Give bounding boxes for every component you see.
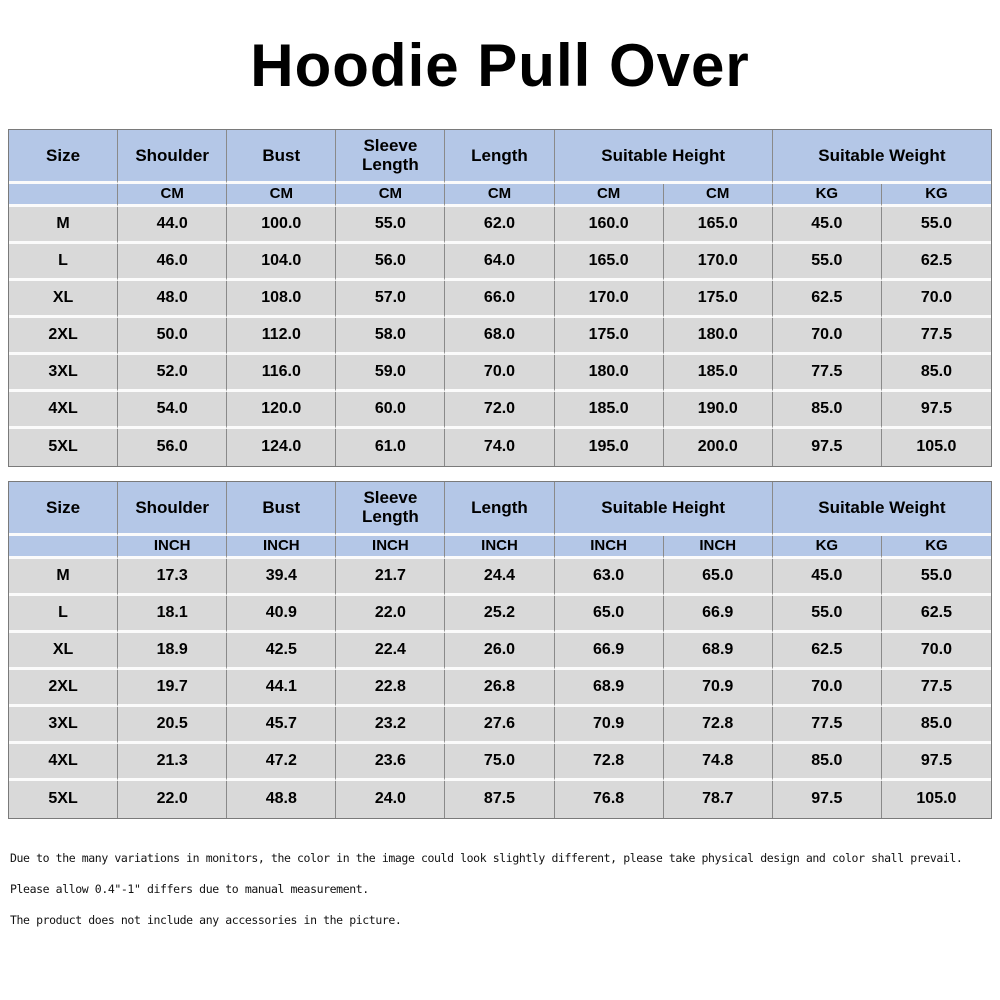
value-cell: 22.0 <box>118 781 227 818</box>
value-cell: 72.8 <box>664 707 773 744</box>
value-cell: 97.5 <box>773 781 882 818</box>
value-cell: 56.0 <box>336 244 445 281</box>
size-label-cell: 2XL <box>9 318 118 355</box>
value-cell: 55.0 <box>773 596 882 633</box>
value-cell: 175.0 <box>555 318 664 355</box>
value-cell: 22.8 <box>336 670 445 707</box>
value-cell: 44.0 <box>118 207 227 244</box>
size-row-l <box>9 596 991 633</box>
unit-cell-inch: INCH <box>664 536 773 559</box>
value-cell: 24.0 <box>336 781 445 818</box>
value-cell: 60.0 <box>336 392 445 429</box>
size-chart-page <box>0 34 1000 927</box>
size-label-cell: M <box>9 207 118 244</box>
unit-cell-cm: CM <box>664 184 773 207</box>
value-cell: 55.0 <box>882 559 991 596</box>
value-cell: 70.0 <box>882 633 991 670</box>
column-header-size: Size <box>9 130 118 184</box>
size-label-cell: 4XL <box>9 392 118 429</box>
unit-cell-kg: KG <box>882 536 991 559</box>
value-cell: 65.0 <box>664 559 773 596</box>
value-cell: 25.2 <box>445 596 554 633</box>
column-header-size: Size <box>9 482 118 536</box>
value-cell: 27.6 <box>445 707 554 744</box>
value-cell: 22.4 <box>336 633 445 670</box>
unit-cell-inch: INCH <box>118 536 227 559</box>
value-cell: 165.0 <box>555 244 664 281</box>
value-cell: 70.0 <box>773 318 882 355</box>
value-cell: 70.9 <box>664 670 773 707</box>
value-cell: 97.5 <box>882 392 991 429</box>
value-cell: 58.0 <box>336 318 445 355</box>
value-cell: 180.0 <box>555 355 664 392</box>
value-cell: 175.0 <box>664 281 773 318</box>
value-cell: 180.0 <box>664 318 773 355</box>
size-label-cell: L <box>9 244 118 281</box>
column-header-suitable-weight: Suitable Weight <box>773 482 991 536</box>
unit-row <box>9 184 991 207</box>
size-row-m <box>9 207 991 244</box>
unit-cell-kg: KG <box>773 184 882 207</box>
header-row <box>9 130 991 184</box>
value-cell: 52.0 <box>118 355 227 392</box>
value-cell: 70.0 <box>773 670 882 707</box>
unit-cell-inch: INCH <box>336 536 445 559</box>
column-header-bust: Bust <box>227 130 336 184</box>
value-cell: 45.0 <box>773 559 882 596</box>
value-cell: 18.9 <box>118 633 227 670</box>
value-cell: 68.9 <box>555 670 664 707</box>
size-label-cell: 2XL <box>9 670 118 707</box>
size-row-3xl <box>9 707 991 744</box>
value-cell: 112.0 <box>227 318 336 355</box>
value-cell: 22.0 <box>336 596 445 633</box>
value-cell: 97.5 <box>882 744 991 781</box>
value-cell: 61.0 <box>336 429 445 466</box>
column-header-sleeve-length: Sleeve Length <box>336 130 445 184</box>
value-cell: 21.7 <box>336 559 445 596</box>
column-header-suitable-height: Suitable Height <box>555 482 773 536</box>
value-cell: 46.0 <box>118 244 227 281</box>
unit-cell-cm: CM <box>227 184 336 207</box>
value-cell: 40.9 <box>227 596 336 633</box>
value-cell: 70.0 <box>882 281 991 318</box>
value-cell: 77.5 <box>882 670 991 707</box>
value-cell: 85.0 <box>882 707 991 744</box>
size-row-2xl <box>9 318 991 355</box>
unit-cell-inch: INCH <box>445 536 554 559</box>
column-header-shoulder: Shoulder <box>118 482 227 536</box>
value-cell: 200.0 <box>664 429 773 466</box>
value-cell: 72.0 <box>445 392 554 429</box>
page-title: Hoodie Pull Over <box>250 32 750 99</box>
value-cell: 45.7 <box>227 707 336 744</box>
value-cell: 62.5 <box>882 244 991 281</box>
size-label-cell: 5XL <box>9 429 118 466</box>
size-row-m <box>9 559 991 596</box>
value-cell: 185.0 <box>664 355 773 392</box>
value-cell: 26.0 <box>445 633 554 670</box>
unit-cell-cm: CM <box>118 184 227 207</box>
size-chart-table-cm <box>8 129 992 467</box>
disclaimer-notes <box>10 851 990 927</box>
value-cell: 108.0 <box>227 281 336 318</box>
value-cell: 19.7 <box>118 670 227 707</box>
value-cell: 160.0 <box>555 207 664 244</box>
value-cell: 124.0 <box>227 429 336 466</box>
value-cell: 74.0 <box>445 429 554 466</box>
size-label-cell: XL <box>9 281 118 318</box>
value-cell: 39.4 <box>227 559 336 596</box>
value-cell: 87.5 <box>445 781 554 818</box>
size-row-2xl <box>9 670 991 707</box>
value-cell: 68.0 <box>445 318 554 355</box>
size-tables <box>0 129 1000 819</box>
value-cell: 70.9 <box>555 707 664 744</box>
value-cell: 17.3 <box>118 559 227 596</box>
value-cell: 170.0 <box>555 281 664 318</box>
column-header-sleeve-length: Sleeve Length <box>336 482 445 536</box>
size-row-4xl <box>9 744 991 781</box>
value-cell: 76.8 <box>555 781 664 818</box>
size-label-cell: 3XL <box>9 707 118 744</box>
value-cell: 78.7 <box>664 781 773 818</box>
column-header-bust: Bust <box>227 482 336 536</box>
value-cell: 66.9 <box>555 633 664 670</box>
value-cell: 70.0 <box>445 355 554 392</box>
column-header-shoulder: Shoulder <box>118 130 227 184</box>
value-cell: 74.8 <box>664 744 773 781</box>
value-cell: 54.0 <box>118 392 227 429</box>
size-label-cell: XL <box>9 633 118 670</box>
value-cell: 62.5 <box>773 281 882 318</box>
size-label-cell: 3XL <box>9 355 118 392</box>
value-cell: 64.0 <box>445 244 554 281</box>
size-row-xl <box>9 633 991 670</box>
value-cell: 20.5 <box>118 707 227 744</box>
value-cell: 44.1 <box>227 670 336 707</box>
value-cell: 66.9 <box>664 596 773 633</box>
value-cell: 63.0 <box>555 559 664 596</box>
value-cell: 23.2 <box>336 707 445 744</box>
value-cell: 104.0 <box>227 244 336 281</box>
value-cell: 48.8 <box>227 781 336 818</box>
value-cell: 57.0 <box>336 281 445 318</box>
unit-cell-cm: CM <box>555 184 664 207</box>
value-cell: 85.0 <box>882 355 991 392</box>
size-row-xl <box>9 281 991 318</box>
value-cell: 120.0 <box>227 392 336 429</box>
value-cell: 85.0 <box>773 392 882 429</box>
value-cell: 170.0 <box>664 244 773 281</box>
note-measurement-tolerance: Please allow 0.4"-1" differs due to manual measurement. <box>10 881 369 896</box>
unit-cell-blank <box>9 184 118 207</box>
value-cell: 77.5 <box>882 318 991 355</box>
column-header-suitable-height: Suitable Height <box>555 130 773 184</box>
value-cell: 77.5 <box>773 355 882 392</box>
unit-cell-cm: CM <box>336 184 445 207</box>
value-cell: 59.0 <box>336 355 445 392</box>
value-cell: 21.3 <box>118 744 227 781</box>
unit-row <box>9 536 991 559</box>
value-cell: 55.0 <box>882 207 991 244</box>
value-cell: 23.6 <box>336 744 445 781</box>
unit-cell-inch: INCH <box>555 536 664 559</box>
column-header-suitable-weight: Suitable Weight <box>773 130 991 184</box>
value-cell: 75.0 <box>445 744 554 781</box>
value-cell: 24.4 <box>445 559 554 596</box>
value-cell: 77.5 <box>773 707 882 744</box>
size-label-cell: M <box>9 559 118 596</box>
value-cell: 105.0 <box>882 781 991 818</box>
unit-cell-blank <box>9 536 118 559</box>
value-cell: 116.0 <box>227 355 336 392</box>
value-cell: 47.2 <box>227 744 336 781</box>
value-cell: 165.0 <box>664 207 773 244</box>
size-row-3xl <box>9 355 991 392</box>
note-accessories: The product does not include any accessories in the picture. <box>10 912 402 927</box>
column-header-length: Length <box>445 482 554 536</box>
value-cell: 68.9 <box>664 633 773 670</box>
value-cell: 97.5 <box>773 429 882 466</box>
value-cell: 190.0 <box>664 392 773 429</box>
size-row-l <box>9 244 991 281</box>
unit-cell-inch: INCH <box>227 536 336 559</box>
value-cell: 65.0 <box>555 596 664 633</box>
unit-cell-kg: KG <box>882 184 991 207</box>
header-row <box>9 482 991 536</box>
value-cell: 72.8 <box>555 744 664 781</box>
value-cell: 45.0 <box>773 207 882 244</box>
size-label-cell: L <box>9 596 118 633</box>
value-cell: 85.0 <box>773 744 882 781</box>
size-chart-table-inch <box>8 481 992 819</box>
size-row-5xl <box>9 781 991 818</box>
unit-cell-kg: KG <box>773 536 882 559</box>
unit-cell-cm: CM <box>445 184 554 207</box>
note-monitor-color: Due to the many variations in monitors, the color in the image could look slightly different, please take physical design and color shall prevail. <box>10 850 963 865</box>
size-row-5xl <box>9 429 991 466</box>
value-cell: 18.1 <box>118 596 227 633</box>
value-cell: 42.5 <box>227 633 336 670</box>
value-cell: 105.0 <box>882 429 991 466</box>
value-cell: 56.0 <box>118 429 227 466</box>
value-cell: 62.5 <box>773 633 882 670</box>
size-row-4xl <box>9 392 991 429</box>
size-label-cell: 4XL <box>9 744 118 781</box>
value-cell: 66.0 <box>445 281 554 318</box>
value-cell: 55.0 <box>773 244 882 281</box>
value-cell: 185.0 <box>555 392 664 429</box>
value-cell: 62.5 <box>882 596 991 633</box>
value-cell: 50.0 <box>118 318 227 355</box>
value-cell: 62.0 <box>445 207 554 244</box>
value-cell: 195.0 <box>555 429 664 466</box>
value-cell: 26.8 <box>445 670 554 707</box>
value-cell: 48.0 <box>118 281 227 318</box>
value-cell: 100.0 <box>227 207 336 244</box>
value-cell: 55.0 <box>336 207 445 244</box>
column-header-length: Length <box>445 130 554 184</box>
size-label-cell: 5XL <box>9 781 118 818</box>
